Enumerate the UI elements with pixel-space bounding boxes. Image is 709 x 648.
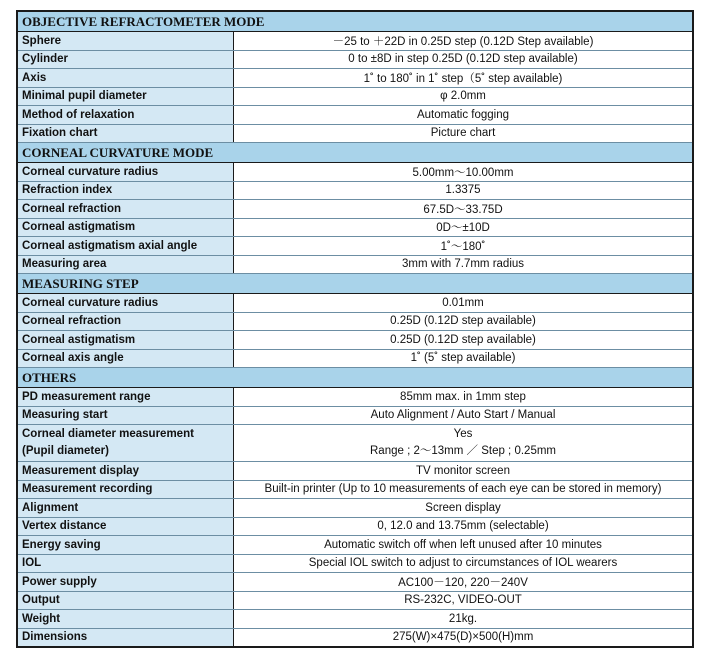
row-value: 275(W)×475(D)×500(H)mm <box>234 629 692 647</box>
table-row <box>18 573 692 592</box>
row-value: 3mm with 7.7mm radius <box>234 256 692 274</box>
row-label: Sphere <box>18 32 234 50</box>
section-others-header: OTHERS <box>18 368 692 388</box>
row-label: Corneal refraction <box>18 200 234 218</box>
table-row <box>18 163 692 182</box>
table-row <box>18 462 692 481</box>
row-value: 21kg. <box>234 610 692 628</box>
table-row <box>18 69 692 88</box>
table-row <box>18 106 692 125</box>
row-value: 1.3375 <box>234 182 692 200</box>
row-label: Corneal curvature radius <box>18 163 234 181</box>
row-label: Measurement display <box>18 462 234 480</box>
row-label: Power supply <box>18 573 234 591</box>
row-value: Yes <box>453 428 473 440</box>
row-label: Corneal axis angle <box>18 350 234 368</box>
row-label: Vertex distance <box>18 518 234 536</box>
row-value: Picture chart <box>234 125 692 143</box>
row-value: 0D～±10D <box>234 219 692 237</box>
section-measuring-step-header: MEASURING STEP <box>18 274 692 294</box>
row-label: Minimal pupil diameter <box>18 88 234 106</box>
table-row <box>18 481 692 500</box>
row-value: 0.01mm <box>234 294 692 312</box>
row-label: Measuring start <box>18 407 234 425</box>
table-row <box>18 331 692 350</box>
table-row <box>18 350 692 369</box>
row-value: 0.25D (0.12D step available) <box>234 331 692 349</box>
row-label: Fixation chart <box>18 125 234 143</box>
table-row <box>18 592 692 611</box>
table-row <box>18 555 692 574</box>
row-label: Method of relaxation <box>18 106 234 124</box>
table-row <box>18 88 692 107</box>
row-value: TV monitor screen <box>234 462 692 480</box>
row-value: RS-232C, VIDEO-OUT <box>234 592 692 610</box>
table-row <box>18 425 692 462</box>
table-row <box>18 407 692 426</box>
table-row <box>18 388 692 407</box>
table-row <box>18 125 692 144</box>
row-label: Corneal astigmatism axial angle <box>18 237 234 255</box>
row-label-secondary: (Pupil diameter) <box>22 445 109 457</box>
row-value: 1˚～180˚ <box>234 237 692 255</box>
row-label: Dimensions <box>18 629 234 647</box>
row-value: 0 to ±8D in step 0.25D (0.12D step available) <box>234 51 692 69</box>
row-label: Energy saving <box>18 536 234 554</box>
table-row <box>18 499 692 518</box>
row-value: 0, 12.0 and 13.75mm (selectable) <box>234 518 692 536</box>
row-label: Weight <box>18 610 234 628</box>
row-value-secondary: Range ; 2～13mm ／ Step ; 0.25mm <box>370 445 556 457</box>
row-label: Corneal astigmatism <box>18 219 234 237</box>
row-label: IOL <box>18 555 234 573</box>
row-value: AC100－120, 220－240V <box>234 573 692 591</box>
table-row <box>18 294 692 313</box>
row-label: PD measurement range <box>18 388 234 406</box>
row-value-block <box>234 425 692 461</box>
table-row <box>18 256 692 275</box>
row-label: Axis <box>18 69 234 87</box>
table-row <box>18 536 692 555</box>
table-row <box>18 629 692 647</box>
row-value: 1˚ to 180˚ in 1˚ step（5˚ step available) <box>234 69 692 87</box>
table-row <box>18 237 692 256</box>
row-label: Corneal astigmatism <box>18 331 234 349</box>
row-value: Automatic switch off when left unused after 10 minutes <box>234 536 692 554</box>
spec-table <box>16 10 694 648</box>
row-label: Measuring area <box>18 256 234 274</box>
table-row <box>18 200 692 219</box>
table-row <box>18 32 692 51</box>
row-value: φ 2.0mm <box>234 88 692 106</box>
row-value: 1˚ (5˚ step available) <box>234 350 692 368</box>
row-label: Corneal curvature radius <box>18 294 234 312</box>
row-label: Alignment <box>18 499 234 517</box>
row-value: Special IOL switch to adjust to circumstances of IOL wearers <box>234 555 692 573</box>
row-label: Corneal refraction <box>18 313 234 331</box>
table-row <box>18 182 692 201</box>
row-value: 85mm max. in 1mm step <box>234 388 692 406</box>
section-objective-refractometer-header: OBJECTIVE REFRACTOMETER MODE <box>18 12 692 32</box>
row-value: Auto Alignment / Auto Start / Manual <box>234 407 692 425</box>
row-value: Screen display <box>234 499 692 517</box>
table-row <box>18 610 692 629</box>
row-label: Measurement recording <box>18 481 234 499</box>
table-row <box>18 313 692 332</box>
row-label-block <box>18 425 234 461</box>
table-row <box>18 219 692 238</box>
table-row <box>18 51 692 70</box>
row-value: 5.00mm～10.00mm <box>234 163 692 181</box>
row-value: 67.5D～33.75D <box>234 200 692 218</box>
row-value: Built-in printer (Up to 10 measurements of each eye can be stored in memory) <box>234 481 692 499</box>
row-value: 0.25D (0.12D step available) <box>234 313 692 331</box>
row-value: Automatic fogging <box>234 106 692 124</box>
table-row <box>18 518 692 537</box>
row-label: Cylinder <box>18 51 234 69</box>
row-label: Output <box>18 592 234 610</box>
section-corneal-curvature-header: CORNEAL CURVATURE MODE <box>18 143 692 163</box>
row-label: Corneal diameter measurement <box>22 428 194 440</box>
row-label: Refraction index <box>18 182 234 200</box>
row-value: －25 to ＋22D in 0.25D step (0.12D Step available) <box>234 32 692 50</box>
